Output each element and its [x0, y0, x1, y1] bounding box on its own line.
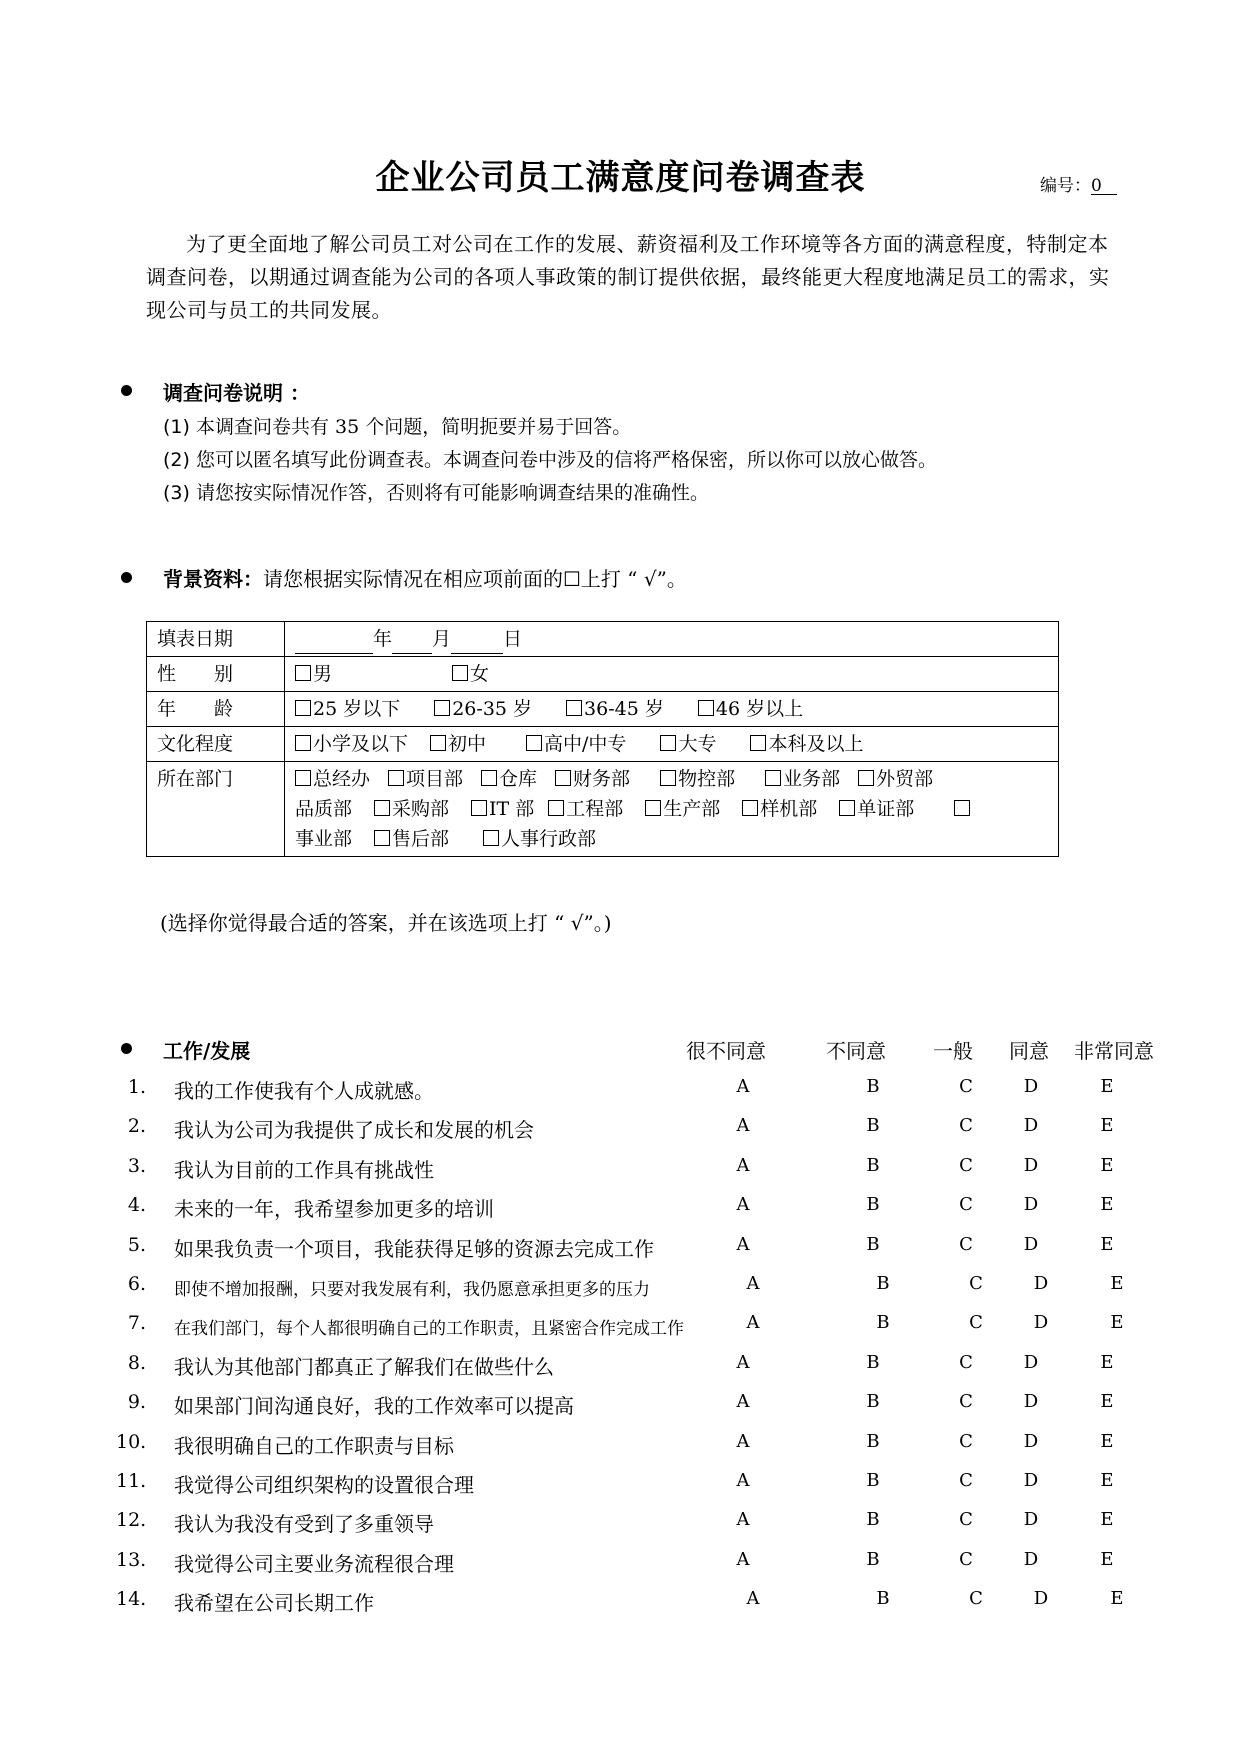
checkbox-option[interactable]: 仓库 [481, 768, 537, 790]
scale-label: 一般 [933, 1039, 973, 1063]
row-label: 填表日期 [147, 622, 285, 657]
day-blank[interactable] [451, 629, 503, 654]
scale-label: 不同意 [826, 1039, 886, 1063]
answer-option[interactable]: A [736, 1194, 750, 1216]
answer-option[interactable]: A [746, 1588, 760, 1610]
checkbox-icon [483, 830, 499, 846]
question-text: 如果部门间沟通良好，我的工作效率可以提高 [174, 1394, 574, 1419]
checkbox-icon [295, 735, 311, 751]
answer-option[interactable]: C [959, 1430, 973, 1452]
checkbox-option[interactable]: 售后部 [374, 828, 449, 850]
instruction-note: (2) 您可以匿名填写此份调查表。本调查问卷中涉及的信将严格保密，所以你可以放心做答。 [163, 449, 937, 471]
answer-option[interactable]: D [1023, 1076, 1039, 1097]
checkbox-option[interactable]: 财务部 [555, 768, 630, 790]
question-text: 未来的一年，我希望参加更多的培训 [174, 1197, 494, 1222]
answer-option[interactable]: A [736, 1430, 750, 1452]
checkbox-icon [750, 735, 766, 751]
answer-option[interactable]: C [969, 1273, 983, 1294]
checkbox-option[interactable]: 样机部 [742, 798, 817, 820]
answer-option[interactable]: E [1100, 1430, 1114, 1452]
checkbox-option[interactable]: 生产部 [645, 798, 720, 820]
checkbox-icon [660, 770, 676, 786]
question-text: 我希望在公司长期工作 [174, 1591, 374, 1616]
checkbox-option[interactable]: 25 岁以下 [295, 698, 400, 720]
instruction-note: (1) 本调查问卷共有 35 个问题，简明扼要并易于回答。 [163, 416, 632, 438]
answer-option[interactable]: E [1100, 1154, 1114, 1176]
checkbox-icon [645, 800, 661, 816]
question-number: 4. [127, 1194, 146, 1217]
answer-option[interactable]: C [969, 1588, 983, 1610]
answer-option[interactable]: D [1023, 1430, 1039, 1452]
scale-label: 很不同意 [686, 1039, 766, 1063]
serial-label: 编号： [1040, 176, 1091, 196]
answer-option[interactable]: A [736, 1548, 750, 1570]
answer-option[interactable]: B [866, 1430, 880, 1452]
checkbox-icon [388, 770, 404, 786]
age-options [285, 692, 1059, 727]
checkbox-icon [471, 800, 487, 816]
answer-option[interactable]: E [1110, 1312, 1124, 1334]
bullet-icon [121, 572, 132, 583]
answer-option[interactable]: B [866, 1154, 880, 1176]
table-row [147, 762, 1059, 857]
answer-option[interactable]: E [1100, 1233, 1114, 1255]
checkbox-icon [858, 770, 874, 786]
answer-option[interactable]: C [959, 1548, 973, 1570]
scale-label: 非常同意 [1074, 1039, 1154, 1063]
question-text: 如果我负责一个项目，我能获得足够的资源去完成工作 [174, 1236, 654, 1261]
checkbox-option[interactable]: 高中/中专 [526, 733, 626, 755]
checkbox-icon [434, 700, 450, 716]
year-blank[interactable] [295, 629, 373, 654]
checkbox-option[interactable]: 大专 [660, 733, 716, 755]
checkbox-option[interactable]: 采购部 [374, 798, 449, 820]
question-text: 我认为我没有受到了多重领导 [174, 1512, 434, 1537]
bullet-icon [121, 1043, 132, 1054]
answer-option[interactable]: A [746, 1273, 760, 1294]
checkbox-option[interactable]: 男 [295, 663, 332, 685]
question-number: 12. [116, 1509, 147, 1532]
checkbox-icon [374, 830, 390, 846]
answer-option[interactable]: B [866, 1194, 880, 1216]
checkbox-option[interactable]: 人事行政部 [483, 828, 596, 850]
answer-option[interactable]: E [1100, 1115, 1114, 1137]
answer-option[interactable]: C [959, 1076, 973, 1097]
answer-option[interactable]: B [866, 1548, 880, 1570]
choose-hint: (选择你觉得最合适的答案，并在该选项上打 “ √”。) [160, 911, 612, 935]
question-text: 我的工作使我有个人成就感。 [174, 1079, 434, 1103]
checkbox-icon [430, 735, 446, 751]
answer-option[interactable]: D [1023, 1470, 1039, 1491]
checkbox-icon [548, 800, 564, 816]
checkbox-icon [765, 770, 781, 786]
answer-option[interactable]: C [959, 1233, 973, 1255]
section-heading: 工作/发展 [163, 1039, 251, 1063]
instructions-heading: 调查问卷说明 ： [163, 381, 310, 405]
question-text: 我认为其他部门都真正了解我们在做些什么 [174, 1354, 554, 1379]
checkbox-icon[interactable] [954, 800, 970, 816]
question-number: 6. [127, 1273, 146, 1295]
answer-option[interactable]: B [866, 1391, 880, 1413]
department-options [285, 762, 1059, 857]
checkbox-icon [295, 770, 311, 786]
question-number: 13. [116, 1548, 147, 1571]
answer-option[interactable]: E [1100, 1548, 1114, 1570]
scale-label: 同意 [1009, 1039, 1049, 1063]
question-text: 我很明确自己的工作职责与目标 [174, 1433, 454, 1458]
checkbox-option[interactable]: 事业部 [295, 828, 353, 850]
answer-option[interactable]: E [1100, 1470, 1114, 1491]
answer-option[interactable]: D [1023, 1548, 1039, 1570]
checkbox-option[interactable]: 单证部 [839, 798, 914, 820]
question-number: 14. [116, 1588, 147, 1611]
answer-option[interactable]: A [746, 1312, 760, 1334]
answer-option[interactable]: C [959, 1509, 973, 1531]
answer-option[interactable]: A [736, 1154, 750, 1176]
checkbox-icon [526, 735, 542, 751]
answer-option[interactable]: E [1100, 1351, 1114, 1373]
answer-option[interactable]: D [1023, 1115, 1039, 1137]
checkbox-option[interactable]: 品质部 [295, 798, 353, 820]
question-number: 11. [116, 1470, 147, 1492]
checkbox-icon [566, 700, 582, 716]
answer-option[interactable]: C [959, 1194, 973, 1216]
question-text: 我认为公司为我提供了成长和发展的机会 [174, 1118, 534, 1143]
row-label: 年 龄 [147, 692, 285, 727]
row-label: 所在部门 [147, 762, 285, 857]
answer-option[interactable]: B [866, 1509, 880, 1531]
serial-value[interactable]: 0 [1091, 178, 1117, 195]
answer-option[interactable]: B [876, 1273, 890, 1294]
checkbox-icon [295, 700, 311, 716]
question-text: 我觉得公司主要业务流程很合理 [174, 1551, 454, 1576]
checkbox-option[interactable]: 业务部 [765, 768, 840, 790]
checkbox-option[interactable]: 36-45 岁 [566, 698, 664, 720]
answer-option[interactable]: A [736, 1391, 750, 1413]
answer-option[interactable]: E [1100, 1391, 1114, 1413]
answer-option[interactable]: C [959, 1351, 973, 1373]
checkbox-option[interactable]: 外贸部 [858, 768, 933, 790]
answer-option[interactable]: A [736, 1115, 750, 1137]
answer-option[interactable]: E [1100, 1194, 1114, 1216]
question-number: 9. [127, 1391, 146, 1414]
table-row [147, 727, 1059, 762]
checkbox-icon [452, 665, 468, 681]
answer-option[interactable]: B [876, 1312, 890, 1334]
answer-option[interactable]: C [959, 1115, 973, 1137]
bullet-icon [121, 385, 132, 396]
date-field: 年 月 日 [285, 622, 1059, 657]
answer-option[interactable]: C [959, 1470, 973, 1491]
intro-paragraph: 为了更全面地了解公司员工对公司在工作的发展、薪资福利及工作环境等各方面的满意程度，特制定本调查问卷，以期通过调查能为公司的各项人事政策的制订提供依据，最终能更大程度地满足员工的需求，实现公司与员工的共同发展。 [146, 232, 1110, 322]
question-number: 3. [127, 1154, 146, 1177]
row-label: 性 别 [147, 657, 285, 692]
answer-option[interactable]: C [969, 1312, 983, 1334]
checkbox-option[interactable]: 小学及以下 [295, 733, 408, 755]
answer-option[interactable]: B [866, 1233, 880, 1255]
answer-option[interactable]: B [866, 1115, 880, 1137]
table-row [147, 622, 1059, 657]
answer-option[interactable]: D [1023, 1391, 1039, 1413]
checkbox-option[interactable]: 26-35 岁 [434, 698, 532, 720]
answer-option[interactable]: C [959, 1391, 973, 1413]
answer-option[interactable]: D [1023, 1509, 1039, 1531]
background-table [146, 621, 1059, 857]
answer-option[interactable]: D [1033, 1273, 1049, 1294]
question-number: 8. [127, 1351, 146, 1374]
question-number: 2. [127, 1115, 146, 1138]
checkbox-icon [295, 665, 311, 681]
instruction-note: (3) 请您按实际情况作答，否则将有可能影响调查结果的准确性。 [163, 482, 709, 504]
answer-option[interactable]: C [959, 1154, 973, 1176]
checkbox-icon [742, 800, 758, 816]
answer-option[interactable]: B [876, 1588, 890, 1610]
checkbox-icon [698, 700, 714, 716]
answer-option[interactable]: D [1023, 1351, 1039, 1373]
answer-option[interactable]: A [736, 1233, 750, 1255]
row-label: 文化程度 [147, 727, 285, 762]
answer-option[interactable]: D [1023, 1194, 1039, 1216]
checkbox-option[interactable]: 女 [452, 663, 489, 685]
checkbox-icon [660, 735, 676, 751]
answer-option[interactable]: A [736, 1076, 750, 1097]
answer-option[interactable]: A [736, 1351, 750, 1373]
table-row [147, 657, 1059, 692]
checkbox-option[interactable]: 项目部 [388, 768, 463, 790]
checkbox-option[interactable]: 工程部 [548, 798, 623, 820]
answer-option[interactable]: E [1110, 1273, 1124, 1294]
question-number: 1. [127, 1076, 146, 1098]
checkbox-icon [481, 770, 497, 786]
answer-option[interactable]: E [1110, 1588, 1124, 1610]
question-number: 5. [127, 1233, 146, 1256]
answer-option[interactable]: B [866, 1076, 880, 1097]
checkbox-option[interactable]: IT 部 [471, 798, 534, 820]
answer-option[interactable]: A [736, 1509, 750, 1531]
department-line [295, 794, 1048, 824]
department-line [295, 764, 1048, 794]
checkbox-icon [555, 770, 571, 786]
checkbox-option[interactable]: 物控部 [660, 768, 735, 790]
question-text: 我认为目前的工作具有挑战性 [174, 1157, 434, 1182]
answer-option[interactable]: B [866, 1470, 880, 1491]
month-blank[interactable] [392, 629, 432, 654]
question-number: 10. [116, 1430, 147, 1453]
checkbox-option[interactable]: 46 岁以上 [698, 698, 803, 720]
question-text: 在我们部门，每个人都很明确自己的工作职责，且紧密合作完成工作 [174, 1319, 684, 1340]
answer-option[interactable]: D [1033, 1588, 1049, 1610]
answer-option[interactable]: D [1023, 1233, 1039, 1255]
answer-option[interactable]: A [736, 1470, 750, 1491]
answer-option[interactable]: D [1033, 1312, 1049, 1334]
education-options [285, 727, 1059, 762]
serial-number [1040, 171, 1117, 196]
gender-options [285, 657, 1059, 692]
checkbox-icon [839, 800, 855, 816]
checkbox-option[interactable]: 初中 [430, 733, 486, 755]
question-text: 即使不增加报酬，只要对我发展有利，我仍愿意承担更多的压力 [174, 1280, 650, 1300]
checkbox-option[interactable]: 本科及以上 [750, 733, 863, 755]
question-number: 7. [127, 1312, 146, 1335]
page-title: 企业公司员工满意度问卷调查表 [375, 158, 866, 198]
checkbox-icon [374, 800, 390, 816]
question-text: 我觉得公司组织架构的设置很合理 [174, 1473, 474, 1497]
answer-option[interactable]: E [1100, 1509, 1114, 1531]
answer-option[interactable]: E [1100, 1076, 1114, 1097]
department-line [295, 824, 1048, 854]
table-row [147, 692, 1059, 727]
answer-option[interactable]: B [866, 1351, 880, 1373]
checkbox-option[interactable]: 总经办 [295, 768, 370, 790]
answer-option[interactable]: D [1023, 1154, 1039, 1176]
background-heading: 背景资料：请您根据实际情况在相应项前面的☐上打 “ √”。 [163, 567, 687, 591]
